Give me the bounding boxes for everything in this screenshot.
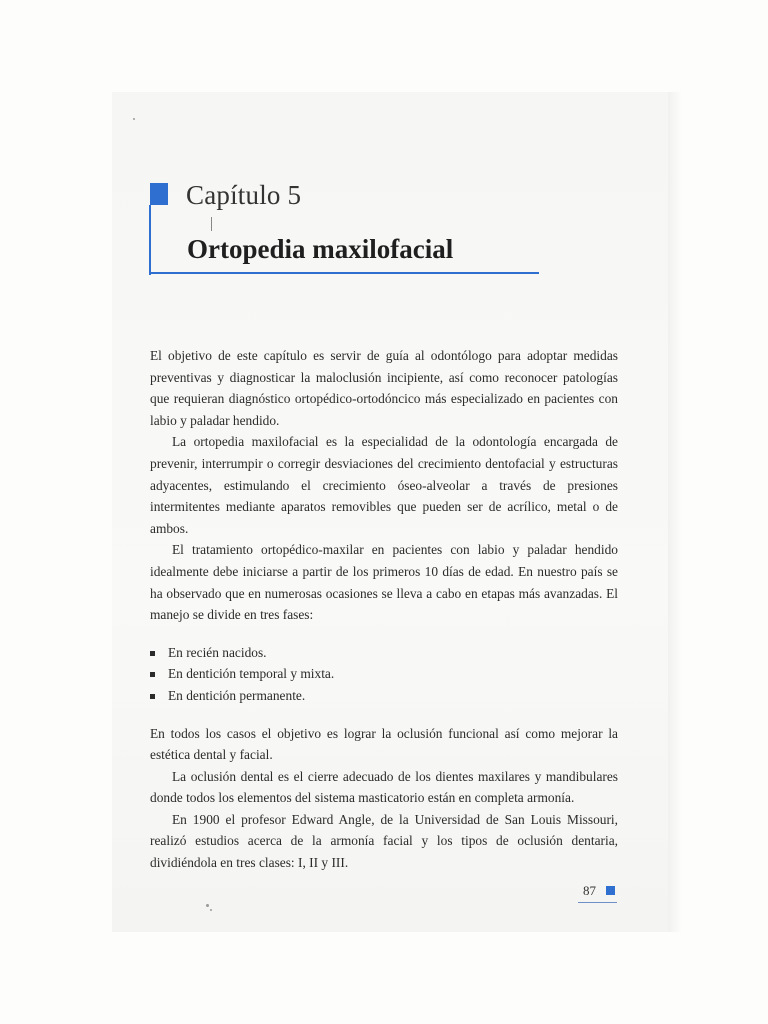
chapter-rule-horizontal — [149, 272, 539, 274]
paragraph-occlusion: La oclusión dental es el cierre adecuado de los dientes maxilares y mandibulares donde todos los elementos del sistema masticatorio están en completa armonía. — [150, 768, 618, 806]
list-item — [150, 685, 618, 707]
square-bullet-icon — [150, 672, 155, 677]
list-item-text: En dentición temporal y mixta. — [168, 666, 335, 682]
paragraph-angle: En 1900 el profesor Edward Angle, de la Universidad de San Louis Missouri, realizó estudios acerca de la armonía facial y los tipos de oclusión dentaria, dividiéndola en tres clases: I, II y III. — [150, 811, 618, 871]
scan-speck — [206, 904, 209, 907]
scan-speck — [210, 909, 212, 911]
list-item-text: En dentición permanente. — [168, 687, 306, 703]
paragraph-intro: El objetivo de este capítulo es servir de guía al odontólogo para adoptar medidas preventivas y diagnosticar la maloclusión incipiente, así como reconocer patologías que requieran diagnóstico ortopédico-ortodóncico más especializado en pacientes con labio y paladar hendido. — [150, 348, 618, 428]
paragraph-treatment: El tratamiento ortopédico-maxilar en pacientes con labio y paladar hendido idealmente debe iniciarse a partir de los primeros 10 días de edad. En nuestro país se ha observado que en numerosas ocasiones se lleva a cabo en etapas más avanzadas. El manejo se divide en tres fases: — [150, 542, 618, 623]
list-item-text: En recién nacidos. — [168, 644, 267, 660]
square-bullet-icon — [150, 694, 155, 699]
paragraph-objective: En todos los casos el objetivo es lograr la oclusión funcional así como mejorar la estética dental y facial. — [150, 725, 618, 763]
list-item — [150, 663, 618, 685]
page-edge-shadow — [668, 92, 682, 932]
list-item — [150, 642, 618, 664]
chapter-label: Capítulo 5 — [186, 180, 302, 210]
chapter-marker-square — [150, 183, 168, 205]
page-number: 87 — [583, 883, 596, 898]
title-tick-mark — [211, 217, 212, 231]
page-number-marker — [606, 886, 615, 895]
phases-list — [150, 642, 618, 707]
chapter-rule-vertical — [149, 205, 151, 275]
paragraph-definition: La ortopedia maxilofacial es la especialidad de la odontología encargada de prevenir, interrumpir o corregir desviaciones del crecimiento dentofacial y estructuras adyacentes, estimulando el crecimiento óseo-alveolar a través de presiones intermitentes mediante aparatos removibles que pueden ser de acrílico, metal o de ambos. — [150, 434, 618, 536]
square-bullet-icon — [150, 651, 155, 656]
body-text — [150, 345, 618, 874]
page-number-rule — [578, 902, 617, 903]
scan-speck — [133, 118, 135, 120]
chapter-title: Ortopedia maxilofacial — [187, 234, 454, 264]
